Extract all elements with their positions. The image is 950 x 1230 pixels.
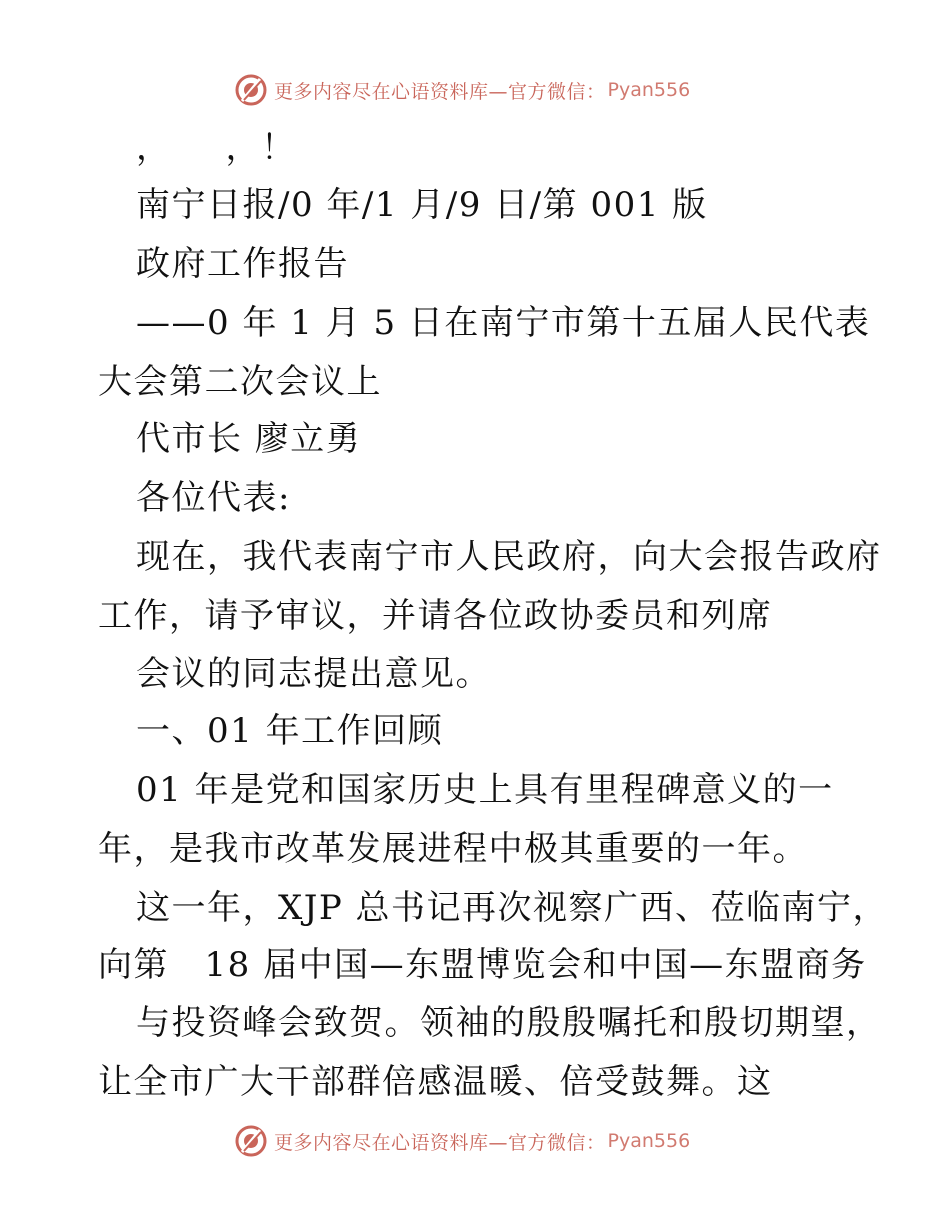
text-line: 向第 18 届中国—东盟博览会和中国—东盟商务 bbox=[98, 945, 867, 985]
text-line: 政府工作报告 bbox=[136, 244, 349, 284]
logo-icon bbox=[234, 1124, 268, 1158]
watermark-header bbox=[234, 70, 690, 110]
watermark-footer bbox=[234, 1121, 690, 1161]
text-line: 大会第二次会议上 bbox=[98, 362, 382, 402]
text-line: 会议的同志提出意见。 bbox=[136, 654, 491, 694]
watermark-text: 更多内容尽在心语资料库—官方微信： bbox=[274, 1131, 606, 1154]
text-line: 各位代表: bbox=[136, 478, 291, 518]
text-line: 与投资峰会致贺。领袖的殷殷嘱托和殷切期望， bbox=[136, 1003, 882, 1043]
watermark-text: 更多内容尽在心语资料库—官方微信： bbox=[274, 80, 606, 103]
text-line: 这一年，XJP 总书记再次视察广西、莅临南宁， bbox=[136, 888, 889, 928]
watermark-id: Pyan556 bbox=[607, 79, 691, 101]
text-line: 现在，我代表南宁市人民政府，向大会报告政府 bbox=[136, 537, 882, 577]
section-heading: 一、01 年工作回顾 bbox=[136, 711, 444, 751]
text-line: 工作，请予审议，并请各位政协委员和列席 bbox=[98, 596, 773, 636]
text-line: ， ，！ bbox=[136, 128, 297, 168]
text-line: 01 年是党和国家历史上具有里程碑意义的一 bbox=[136, 770, 834, 810]
text-line: 年，是我市改革发展进程中极其重要的一年。 bbox=[98, 829, 808, 869]
text-line: 南宁日报/0 年/1 月/9 日/第 001 版 bbox=[136, 185, 708, 225]
text-line: ——0 年 1 月 5 日在南宁市第十五届人民代表 bbox=[136, 303, 871, 343]
text-line: 让全市广大干部群倍感温暖、倍受鼓舞。这 bbox=[98, 1062, 773, 1102]
text-line: 代市长 廖立勇 bbox=[136, 419, 362, 459]
watermark-id: Pyan556 bbox=[607, 1130, 691, 1152]
logo-icon bbox=[234, 73, 268, 107]
